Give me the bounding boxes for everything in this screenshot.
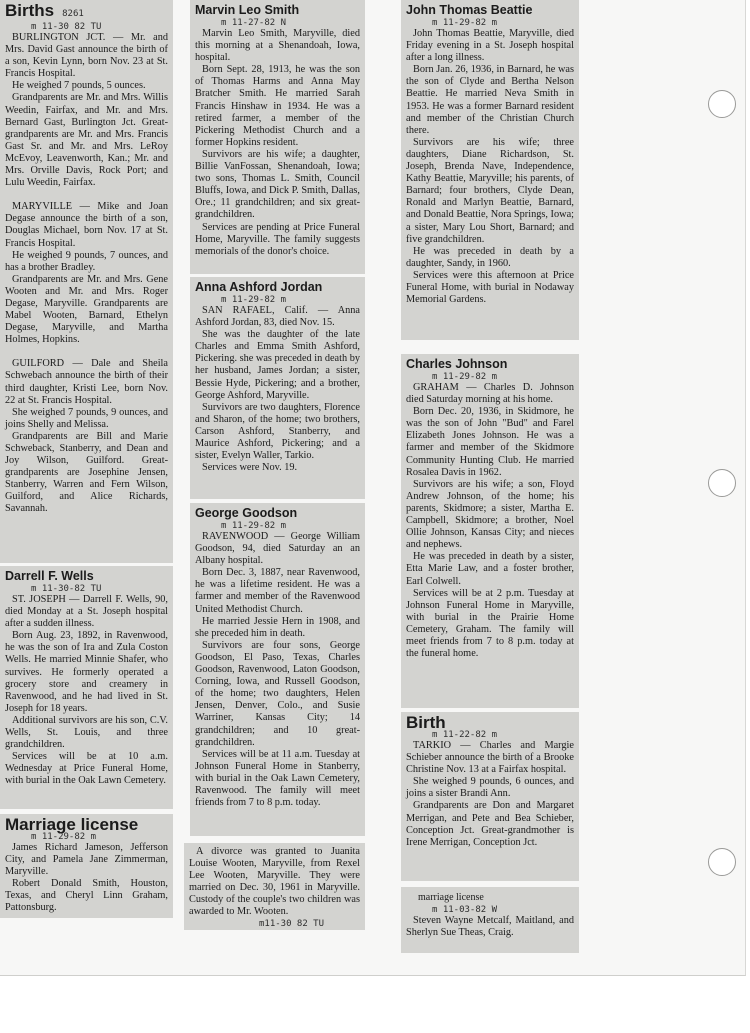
binder-hole bbox=[708, 90, 736, 118]
birth-paragraph: She weighed 9 pounds, 6 ounces, and joins a sister Brandi Ann. bbox=[406, 776, 574, 800]
wells-obituary bbox=[0, 566, 173, 809]
obituary-paragraph: Born Sept. 28, 1913, he was the son of Thomas Harms and Anna May Bratcher Smith. He married Sarah Francis Hinshaw in 1934. He was a retired farmer, a member of the Pickering Methodist Church and a former Hopkins resident. bbox=[195, 64, 360, 148]
obituary-heading: Marvin Leo Smith bbox=[195, 3, 300, 17]
obituary-heading: Darrell F. Wells bbox=[5, 569, 94, 583]
handwritten-date: m 11-27-82 N bbox=[221, 18, 287, 28]
divorce-paragraph: A divorce was granted to Juanita Louise Wooten, Maryville, from Rexel Lee Wooten, Maryville. They were married on Dec. 30, 1961 in Maryville. Custody of the couple's two children was awarded to Mr. Wooten. bbox=[189, 846, 360, 918]
births-paragraph: GUILFORD — Dale and Sheila Schwebach announce the birth of their third daughter, Kristi Lee, born Nov. 22 at St. Francis Hospital. bbox=[5, 358, 168, 406]
obituary-paragraph: ST. JOSEPH — Darrell F. Wells, 90, died Monday at a St. Joseph hospital after a sudden illness. bbox=[5, 594, 168, 630]
divorce-notice bbox=[184, 843, 365, 930]
marriage-license-clipping bbox=[401, 887, 579, 953]
obituary-paragraph: Survivors are his wife; three daughters, Diane Richardson, St. Joseph, Brenda Nave, Independence, Kathy Beattie, Maryville; his parents, of Barnard; four brothers, Clyde Dean, Ronald and Marlyn Beattie, Barnard, and Donald Beattie, Nora Springs, Iowa; a sister, Mary Lou Short, Barnard; and five grandchildren. bbox=[406, 136, 574, 245]
handwritten-date: m 11-30 82 TU bbox=[31, 22, 102, 32]
obituary-heading: Charles Johnson bbox=[406, 357, 508, 371]
handwritten-date: m 11-29-82 m bbox=[31, 832, 97, 842]
beattie-obituary bbox=[401, 0, 579, 340]
obituary-paragraph: Services were Nov. 19. bbox=[202, 462, 298, 474]
births-paragraph: She weighed 7 pounds, 9 ounces, and joins Shelly and Melissa. bbox=[5, 406, 168, 430]
births-heading: Births 8261 bbox=[5, 1, 84, 20]
handwritten-date: m 11-29-82 m bbox=[432, 18, 498, 28]
marriage-license-heading: Marriage license bbox=[5, 815, 139, 834]
obituary-paragraph: Born Dec. 20, 1936, in Skidmore, he was the son of John "Bud" and Farel Elizabeth Jones Johnson. He was a farmer and member of the Skidmore Community Hunting Club. He married Rosalea Davis in 1962. bbox=[406, 406, 574, 478]
marriage-license-clipping bbox=[0, 814, 173, 918]
births-paragraph: MARYVILLE — Mike and Joan Degase announce the birth of a son, Douglas Michael, born Nov. 17 at St. Francis Hospital. bbox=[5, 201, 168, 249]
handwritten-date: m 11-29-82 m bbox=[221, 521, 287, 531]
obituary-paragraph: Survivors are his wife; a daughter, Billie VanFossan, Shenandoah, Iowa; two sons, Thomas L. Smith, Council Bluffs, Iowa, and Dick P. Smith, Dallas, Ore.; 11 grandchildren; and six great-grandchildren. bbox=[195, 148, 360, 221]
births-paragraph: BURLINGTON JCT. — Mr. and Mrs. David Gast announce the birth of a son, Kevin Lynn, born Nov. 23 at St. Francis Hospital. bbox=[5, 32, 168, 80]
license-heading: marriage license bbox=[418, 892, 484, 903]
obituary-paragraph: Survivors are four sons, George Goodson, El Paso, Texas, Charles Goodson, Ravenwood, Laton Goodson, Corning, Iowa, and Russell Goodson, of the home; two daughters, Helen Jensen, Denver, Colo., and Susie Warriner, Kansas City; 14 grandchildren; and 10 great-grandchildren. bbox=[195, 639, 360, 748]
obituary-paragraph: Services are pending at Price Funeral Home, Maryville. The family suggests memorials of the donor's choice. bbox=[195, 221, 360, 257]
birth-heading: Birth bbox=[406, 713, 446, 732]
births-paragraph: Grandparents are Mr. and Mrs. Willis Weedin, Fairfax, and Mr. and Mrs. Bernard Gast, Burlington Jct. Great-grandparents are Mr. and Mrs. Francis Gast Sr. and Mr. and Mrs. LeRoy McEvoy, Leavenworth, Kan.; Mr. and Mrs. Orville Davis, Rock Port; and Lulu Weedin, Fairfax. bbox=[5, 92, 168, 189]
obituary-paragraph: Born Aug. 23, 1892, in Ravenwood, he was the son of Ira and Zula Coston Wells. He married Minnie Shafer, who survives. He formerly operated a grocery store and creamery in Ravenwood, and he had lived in St. Joseph for 18 years. bbox=[5, 630, 168, 714]
handwritten-date: m11-30 82 TU bbox=[259, 918, 325, 929]
obituary-heading: John Thomas Beattie bbox=[406, 3, 533, 17]
smith-obituary bbox=[190, 0, 365, 274]
births-paragraph: Grandparents are Mr. and Mrs. Gene Wooten and Mr. and Mrs. Roger Degase, Maryville. Grandparents are Mabel Wooten, Barnard, Ethelyn Degase, Maryville, and Martha Holmes, Hopkins. bbox=[5, 273, 168, 346]
obituary-paragraph: He was preceded in death by a daughter, Sandy, in 1960. bbox=[406, 245, 574, 269]
obituary-paragraph: Services will be at 2 p.m. Tuesday at Johnson Funeral Home in Maryville, with burial in the Prairie Home Cemetery, Graham. The family will meet friends from 7 to 8 p.m. today at the funeral home. bbox=[406, 587, 574, 660]
obituary-paragraph: GRAHAM — Charles D. Johnson died Saturday morning at his home. bbox=[406, 382, 574, 406]
obituary-heading: George Goodson bbox=[195, 506, 298, 520]
obituary-paragraph: Services will be at 11 a.m. Tuesday at Johnson Funeral Home in Stanberry, with burial in the Oak Lawn Cemetery, Ravenwood. The family will meet friends from 7 to 8 p.m. today. bbox=[195, 748, 360, 809]
births-paragraph: Grandparents are Bill and Marie Schweback, Stanberry, and Dean and Joy Wilson, Guilford. Great-grandparents are Josephine Jensen, Stanberry, Warren and Fern Wilson, Guilford, and Alice Richards, Savannah. bbox=[5, 430, 168, 515]
binder-hole bbox=[708, 848, 736, 876]
binder-hole bbox=[708, 469, 736, 497]
obituary-paragraph: Services will be at 10 a.m. Wednesday at Price Funeral Home, with burial in the Oak Lawn Cemetery. bbox=[5, 751, 168, 787]
obituary-paragraph: Survivors are two daughters, Florence and Sharon, of the home; two brothers, Carson Ashford, Stanberry, and Maurice Ashford, Pickering; and a sister, Evelyn Waller, Tarkio. bbox=[195, 401, 360, 462]
births-note: 8261 bbox=[62, 9, 84, 19]
obituary-paragraph: Services were this afternoon at Price Funeral Home, with burial in Nodaway Memorial Gardens. bbox=[406, 269, 574, 306]
handwritten-date: m 11-29-82 m bbox=[432, 372, 498, 382]
birth-paragraph: Grandparents are Don and Margaret Merrigan, and Pete and Bea Schieber, Conception Jct. Great-grandmother is Irene Merrigan, Conception Jct. bbox=[406, 800, 574, 848]
obituary-paragraph: Marvin Leo Smith, Maryville, died this morning at a Shenandoah, Iowa, hospital. bbox=[195, 28, 360, 64]
births-paragraph: He weighed 7 pounds, 5 ounces. bbox=[12, 80, 146, 92]
handwritten-date: m 11-29-82 m bbox=[221, 295, 287, 305]
license-paragraph: James Richard Jameson, Jefferson City, and Pamela Jane Zimmerman, Maryville. bbox=[5, 842, 168, 878]
handwritten-date: m 11-03-82 W bbox=[432, 905, 498, 915]
obituary-heading: Anna Ashford Jordan bbox=[195, 280, 323, 294]
obituary-paragraph: She was the daughter of the late Charles and Emma Smith Ashford, Pickering. she was preceded in death by her husband, James Jordan; a sister, Bessie Hyde, Pickering; and a brother, George Ashford, Maryville. bbox=[195, 329, 360, 401]
handwritten-date: m 11-30-82 TU bbox=[31, 584, 102, 594]
birth-clipping bbox=[401, 712, 579, 881]
jordan-obituary bbox=[190, 277, 365, 499]
goodson-obituary bbox=[190, 503, 365, 836]
obituary-paragraph: Survivors are his wife; a son, Floyd Andrew Johnson, of the home; his parents, Skidmore; a sister, Martha E. Campbell, Skidmore; a brother, Noel Ollie Johnson, Kansas City; and nieces and nephews. bbox=[406, 478, 574, 551]
obituary-paragraph: He married Jessie Hern in 1908, and she preceded him in death. bbox=[195, 615, 360, 639]
obituary-paragraph: RAVENWOOD — George William Goodson, 94, died Saturday an an Albany hospital. bbox=[195, 531, 360, 567]
obituary-paragraph: SAN RAFAEL, Calif. — Anna Ashford Jordan, 83, died Nov. 15. bbox=[195, 305, 360, 329]
obituary-paragraph: He was preceded in death by a sister, Etta Marie Law, and a foster brother, Earl Colwell. bbox=[406, 551, 574, 587]
obituary-paragraph: Additional survivors are his son, C.V. Wells, St. Louis, and three grandchildren. bbox=[5, 714, 168, 751]
license-paragraph: Robert Donald Smith, Houston, Texas, and Cheryl Linn Graham, Pattonsburg. bbox=[5, 878, 168, 914]
births-clipping bbox=[0, 0, 173, 563]
handwritten-date: m 11-22-82 m bbox=[432, 730, 498, 740]
obituary-paragraph: Born Dec. 3, 1887, near Ravenwood, he was a lifetime resident. He was a farmer and member of the Ravenwood United Methodist Church. bbox=[195, 567, 360, 615]
obituary-paragraph: Born Jan. 26, 1936, in Barnard, he was the son of Clyde and Bertha Nelson Beattie. He married Neva Smith in 1953. He was a former Barnard resident and member of the Christian Church there. bbox=[406, 64, 574, 136]
births-paragraph: He weighed 9 pounds, 7 ounces, and has a brother Bradley. bbox=[5, 249, 168, 273]
birth-paragraph: TARKIO — Charles and Margie Schieber announce the birth of a Brooke Christine Nov. 13 at a Fairfax hospital. bbox=[406, 740, 574, 776]
obituary-paragraph: John Thomas Beattie, Maryville, died Friday evening in a St. Joseph hospital after a long illness. bbox=[406, 28, 574, 64]
license-paragraph: Steven Wayne Metcalf, Maitland, and Sherlyn Sue Theas, Craig. bbox=[406, 915, 574, 939]
johnson-obituary bbox=[401, 354, 579, 708]
